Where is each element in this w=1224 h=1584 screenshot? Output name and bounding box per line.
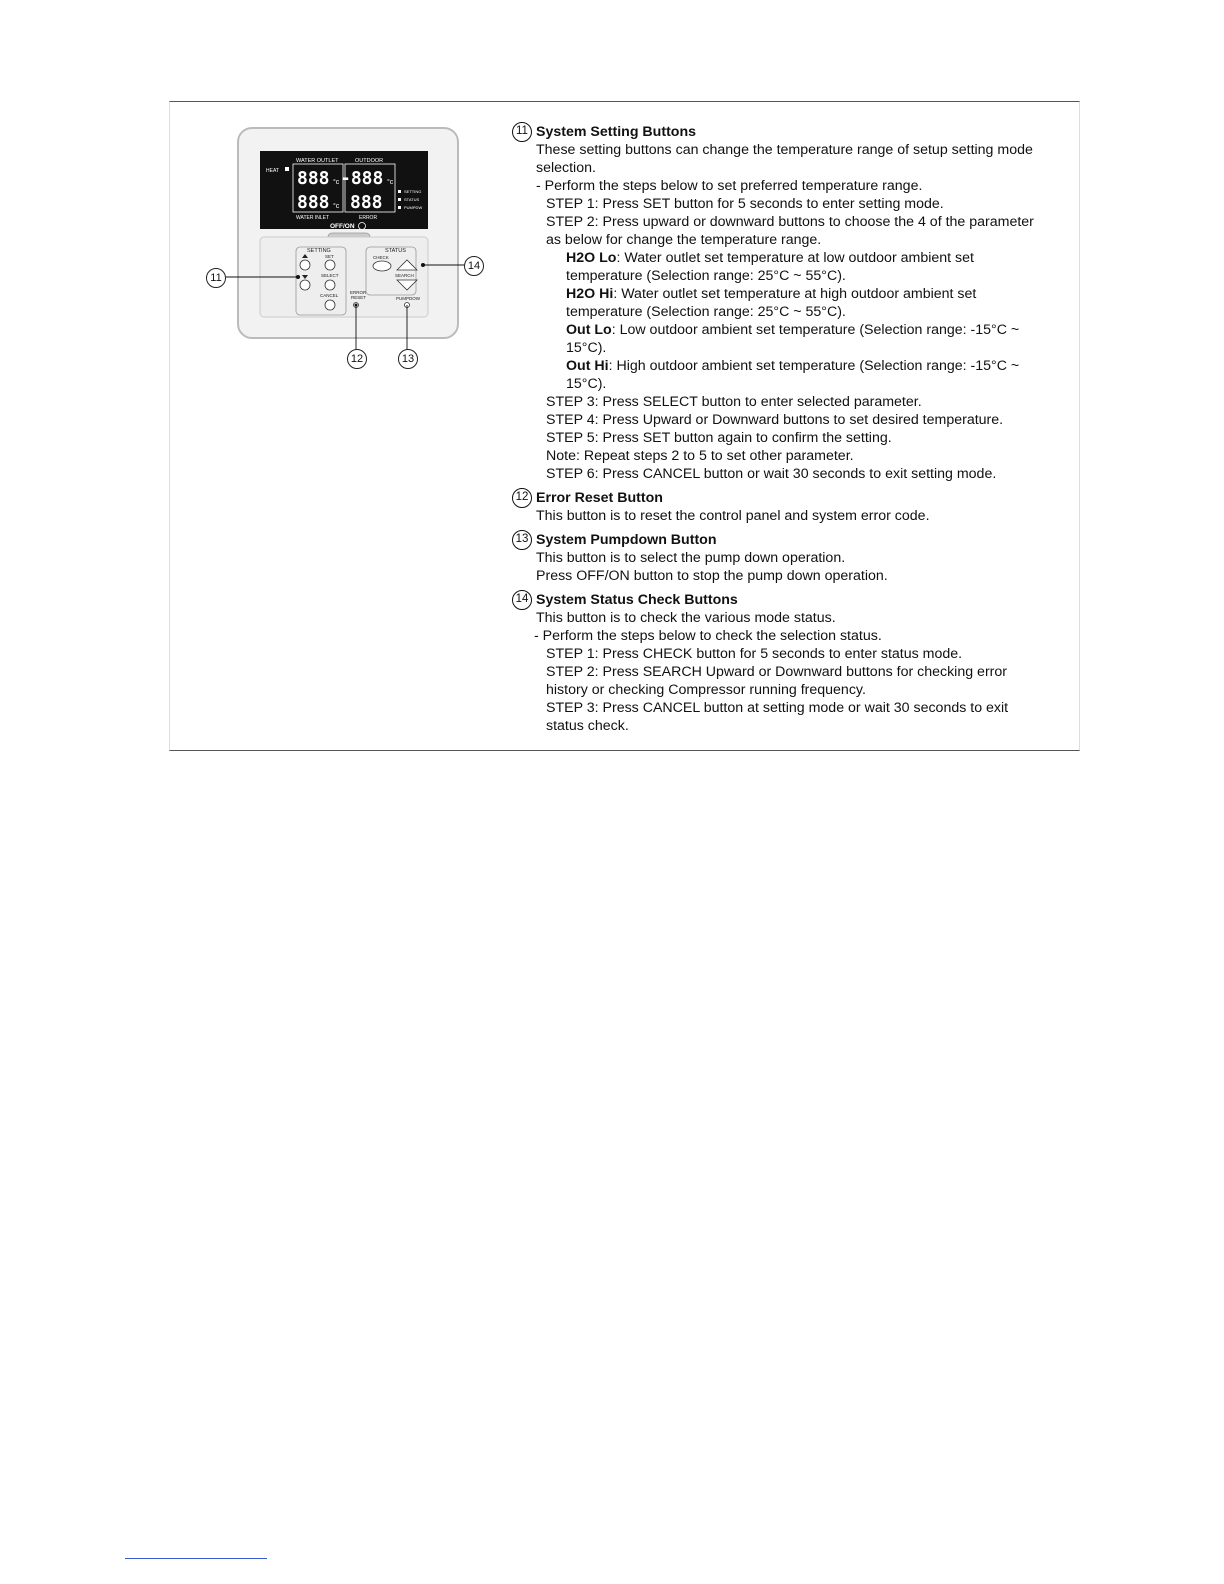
text-line: status check. [546,718,629,734]
callout-dot-12 [355,304,358,307]
param-term: H2O Hi [566,286,614,302]
error-reset-label-1: ERROR [350,290,367,295]
lcd-water-inlet-label: WATER INLET [296,215,330,221]
text-line: STEP 6: Press CANCEL button or wait 30 seconds to exit setting mode. [546,466,997,482]
lcd-water-outlet-label: WATER OUTLET [296,158,339,164]
param-line [566,357,1072,375]
param-text: : Water outlet set temperature at high outdoor ambient set [613,286,977,302]
section-header [512,489,1072,507]
param-line [566,285,1072,303]
section-pumpdown [512,531,1072,585]
footer-link-underline [125,1558,267,1559]
text-line: STEP 3: Press CANCEL button at setting mode or wait 30 seconds to exit [546,700,1009,716]
section-number: 14 [512,590,532,610]
check-button[interactable] [373,261,391,271]
check-label: CHECK [373,255,389,260]
section-number: 13 [512,530,532,550]
remote-controller-figure [190,124,500,384]
lcd-indicator-status: STATUS [404,197,420,202]
status-indicator-icon [398,198,401,201]
text-line: This button is to reset the control panel and system error code. [536,508,930,524]
text-line: Note: Repeat steps 2 to 5 to set other parameter. [546,448,854,464]
set-label: SET [325,254,334,259]
param-term: Out Hi [566,358,609,374]
callout-14: 14 [464,256,484,276]
select-label: SELECT [321,273,339,278]
section-number: 11 [512,122,532,142]
text-line: Press OFF/ON button to stop the pump down operation. [536,568,888,584]
param-term: Out Lo [566,322,612,338]
up-button[interactable] [300,260,310,270]
text-line: selection. [536,160,596,176]
param-text: : Low outdoor ambient set temperature (Selection range: -15°C ~ [611,322,1020,338]
param-line [566,249,1072,267]
text-line: STEP 1: Press CHECK button for 5 seconds to enter status mode. [546,646,963,662]
lcd-error-label: ERROR [359,215,378,221]
lcd-digits-bottom-left: 888 [297,192,330,213]
setting-group-label: SETTING [307,248,331,254]
param-text: : High outdoor ambient set temperature (Selection range: -15°C ~ [608,358,1020,374]
text-line: - Perform the steps below to check the selection status. [534,628,882,644]
param-text: : Water outlet set temperature at low outdoor ambient set [616,250,974,266]
pumpdown-label: PUMPDOW [396,296,420,301]
text-line: STEP 2: Press upward or downward buttons to choose the 4 of the parameter [546,214,1034,230]
text-line: These setting buttons can change the temperature range of setup setting mode [536,142,1033,158]
lcd-digits-bottom-right: 888 [350,192,383,213]
cancel-button[interactable] [325,300,335,310]
instructions [512,123,1072,741]
lcd-heat-label: HEAT [266,168,279,174]
error-reset-label-2: RESET [351,295,367,300]
text-line: as below for change the temperature range. [546,232,822,248]
section-header [512,531,1072,549]
text-line: STEP 4: Press Upward or Downward buttons to set desired temperature. [546,412,1004,428]
text-line: 15°C). [566,340,607,356]
status-group-label: STATUS [385,248,406,254]
param-term: H2O Lo [566,250,617,266]
callout-dot-14 [421,263,425,267]
callout-12: 12 [347,349,367,369]
section-system-setting [512,123,1072,483]
section-title: System Setting Buttons [536,124,697,140]
callout-dot-11 [296,275,300,279]
section-error-reset [512,489,1072,525]
lcd-digits-top-left: 888 [297,168,330,189]
heat-indicator-icon [285,167,289,171]
section-status-check [512,591,1072,735]
text-line: STEP 5: Press SET button again to confirm the setting. [546,430,892,446]
section-header [512,591,1072,609]
section-title: System Pumpdown Button [536,532,717,548]
lcd-screen [260,151,428,229]
controller-drawing [190,124,500,384]
text-line: history or checking Compressor running frequency. [546,682,866,698]
lcd-unit-top-right: °c [387,179,394,186]
text-line: temperature (Selection range: 25°C ~ 55°C). [566,268,846,284]
text-line: STEP 3: Press SELECT button to enter selected parameter. [546,394,922,410]
text-line: This button is to check the various mode status. [536,610,836,626]
select-button[interactable] [325,280,335,290]
cancel-label: CANCEL [320,293,339,298]
lcd-indicator-setting: SETTING [404,189,422,194]
lcd-digits-top-right: -888 [340,168,384,189]
lcd-outdoor-label: OUTDOOR [355,158,384,164]
down-button[interactable] [300,280,310,290]
lcd-unit-bottom-left: °c [333,203,340,210]
section-title: Error Reset Button [536,490,663,506]
text-line: temperature (Selection range: 25°C ~ 55°C). [566,304,846,320]
lcd-indicator-pumpdw: PUMPDW [404,205,423,210]
set-button[interactable] [325,260,335,270]
section-number: 12 [512,488,532,508]
section-header [512,123,1072,141]
text-line: This button is to select the pump down operation. [536,550,846,566]
lcd-off-on-label: OFF/ON [330,223,355,230]
param-line [566,321,1072,339]
pumpdw-indicator-icon [398,206,401,209]
text-line: - Perform the steps below to set preferred temperature range. [536,178,923,194]
lcd-unit-top-left: °c [333,179,340,186]
section-title: System Status Check Buttons [536,592,738,608]
callout-13: 13 [398,349,418,369]
text-line: STEP 2: Press SEARCH Upward or Downward buttons for checking error [546,664,1008,680]
text-line: STEP 1: Press SET button for 5 seconds to enter setting mode. [546,196,944,212]
setting-indicator-icon [398,190,401,193]
text-line: 15°C). [566,376,607,392]
search-label: SEARCH [395,273,414,278]
callout-11: 11 [206,268,226,288]
